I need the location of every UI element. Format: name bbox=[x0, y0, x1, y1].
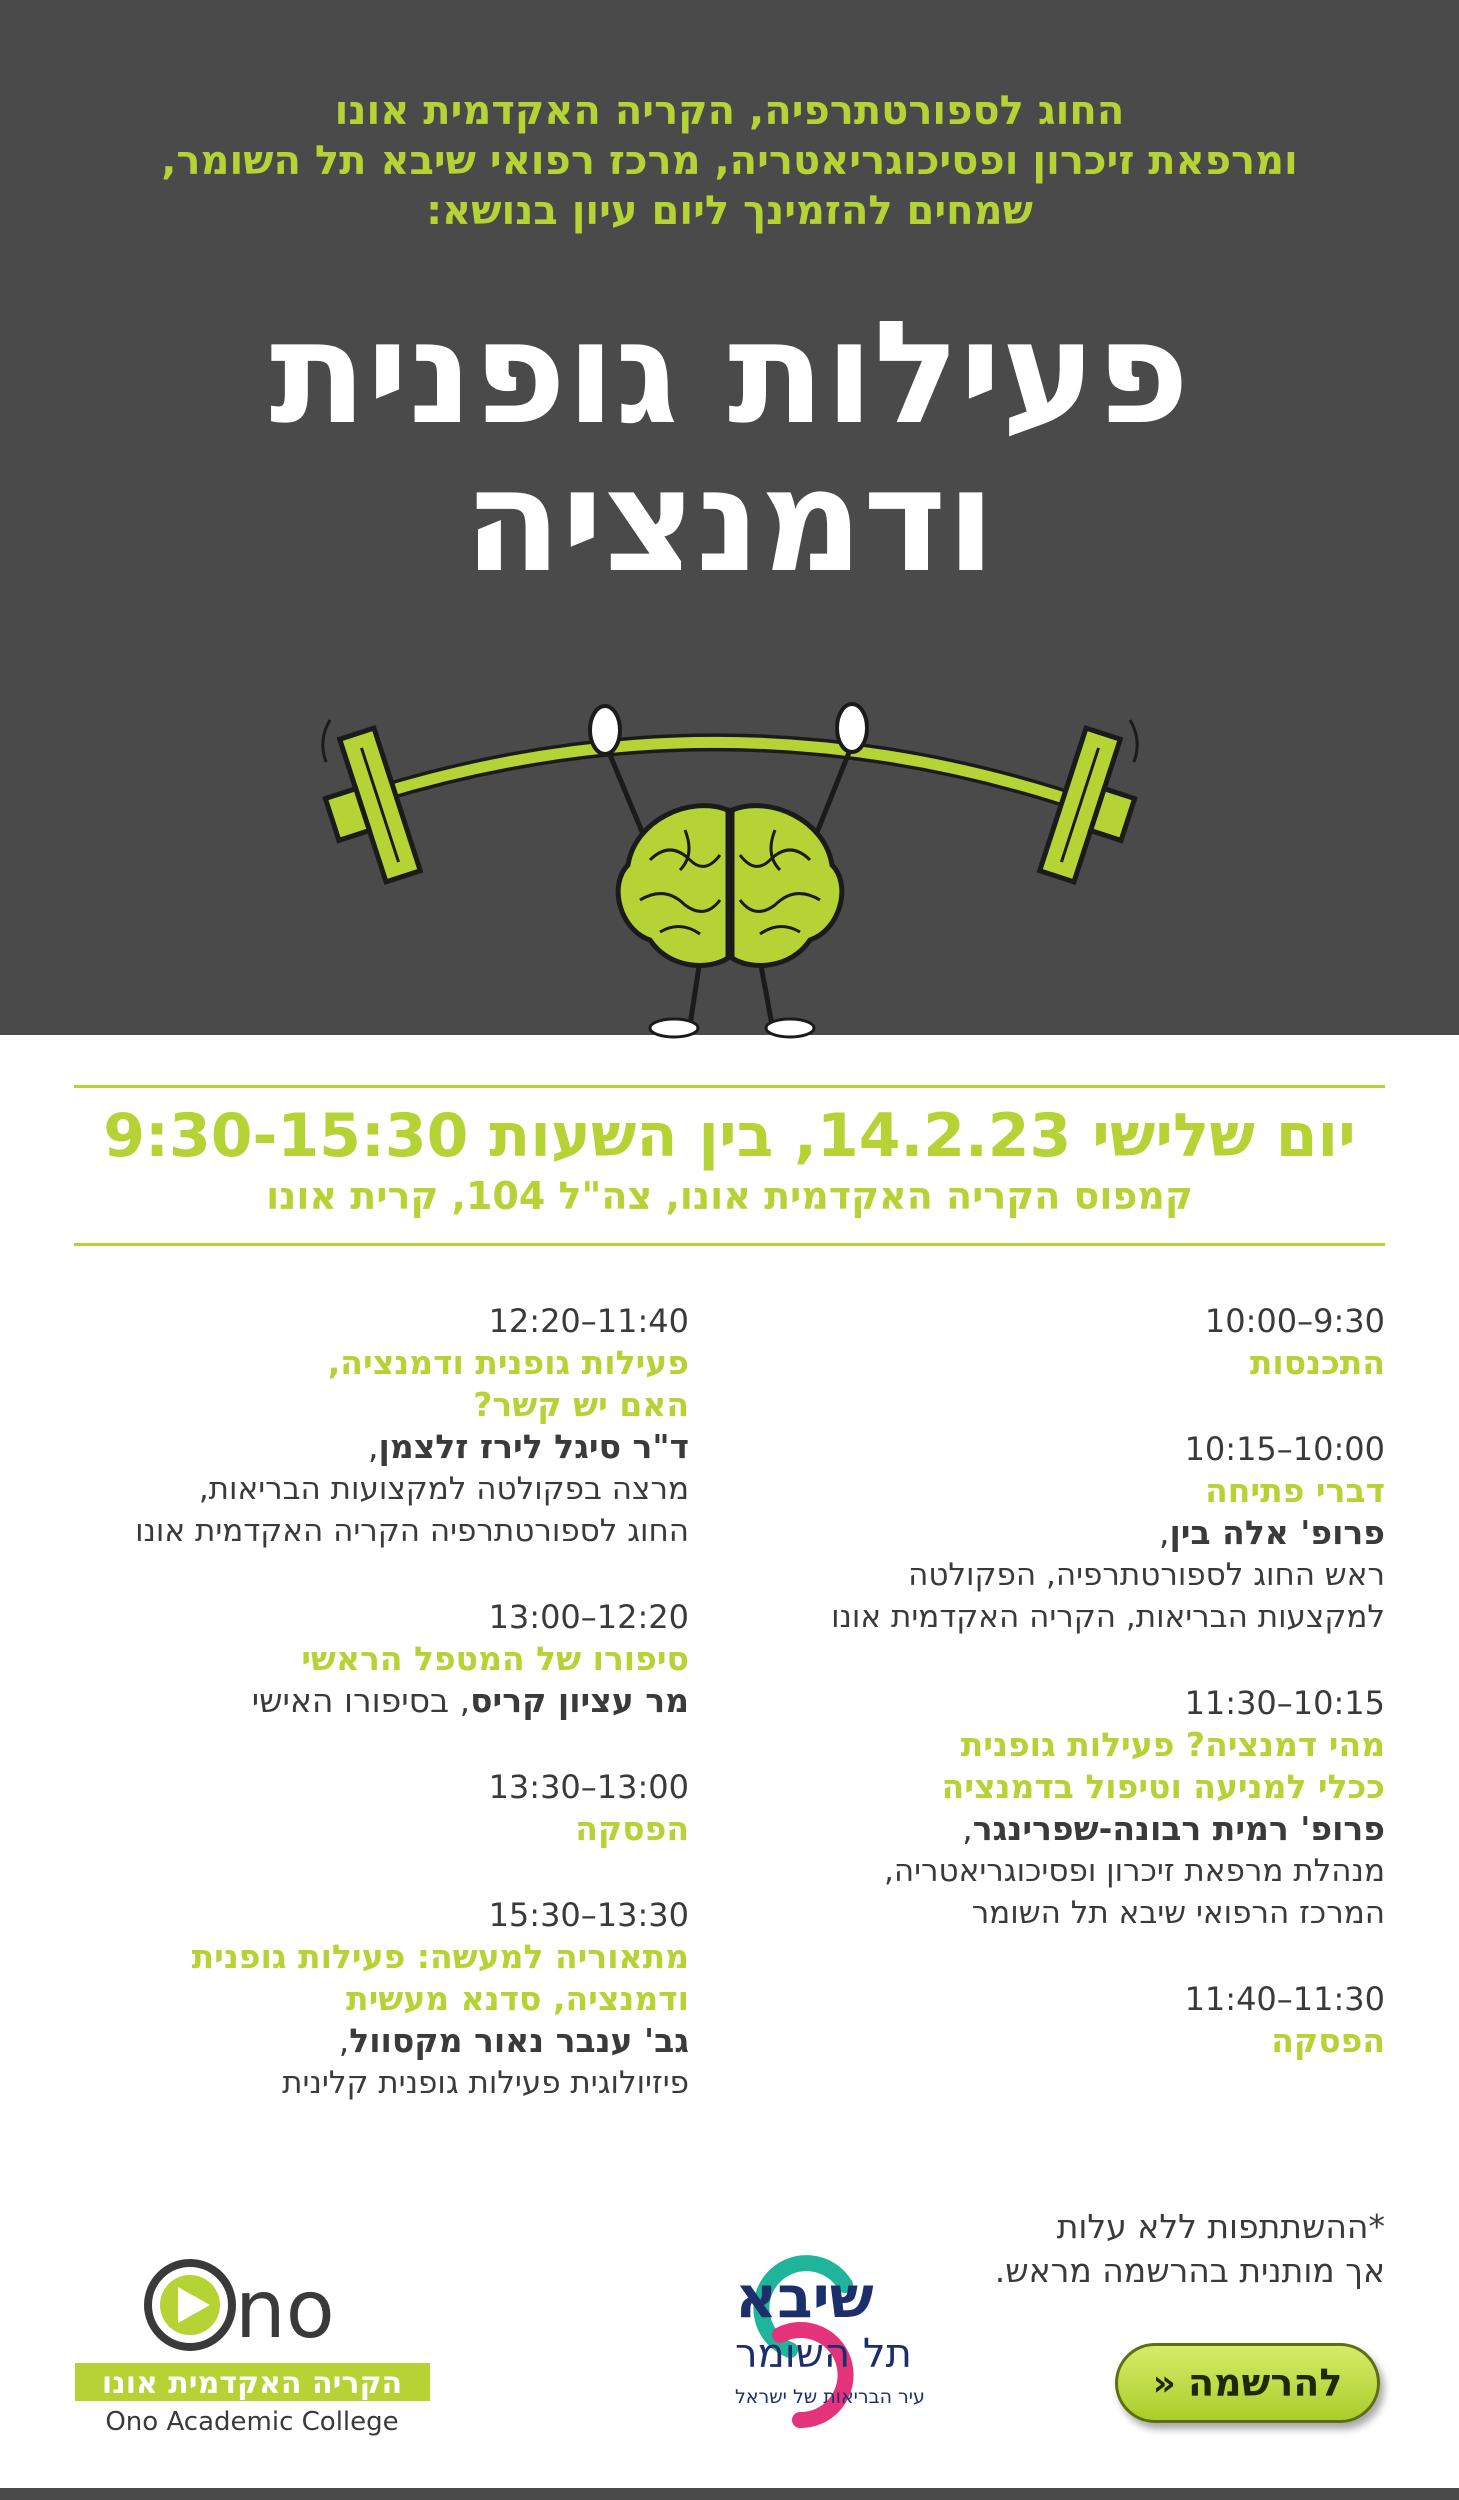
speaker-name: גב' ענבר נאור מקסוול bbox=[349, 2021, 689, 2060]
slot-title: ככלי למניעה וטיפול בדמנציה bbox=[941, 1767, 1385, 1806]
schedule-slot bbox=[49, 1596, 689, 1722]
slot-time: 10:15–11:30 bbox=[1184, 1684, 1385, 1722]
slot-title: פעילות גופנית ודמנציה, bbox=[327, 1343, 689, 1382]
slot-time: 13:30–15:30 bbox=[488, 1896, 689, 1934]
note-line-1: *ההשתתפות ללא עלות bbox=[1056, 2207, 1385, 2246]
slot-desc: פיזיולוגית פעילות גופנית קלינית bbox=[282, 2065, 689, 2101]
schedule-slot bbox=[745, 1978, 1385, 2062]
slot-time: 13:00–13:30 bbox=[488, 1768, 689, 1806]
schedule-slot bbox=[49, 1894, 689, 2104]
slot-time: 12:20–13:00 bbox=[488, 1598, 689, 1636]
ono-hebrew-name: הקריה האקדמית אונו bbox=[101, 2366, 403, 2401]
participation-note bbox=[965, 2205, 1385, 2293]
schedule-slot bbox=[745, 1300, 1385, 1384]
intro-text bbox=[0, 86, 1459, 236]
slot-speaker: מר עציון קריס, בסיפורו האישי bbox=[251, 1681, 689, 1720]
sheba-sub: תל השומר bbox=[735, 2331, 912, 2377]
intro-line-2: ומרפאת זיכרון ופסיכוגריאטריה, מרכז רפואי שיבא תל השומר, bbox=[161, 138, 1298, 184]
note-line-2: אך מותנית בהרשמה מראש. bbox=[994, 2251, 1385, 2290]
title-line-1: פעילות גופנית bbox=[269, 291, 1190, 456]
speaker-name: פרופ' אלה בין bbox=[1169, 1513, 1385, 1552]
divider-top bbox=[74, 1085, 1385, 1088]
schedule-slot bbox=[745, 1428, 1385, 1638]
slot-title: מתאוריה למעשה: פעילות גופנית bbox=[191, 1937, 689, 1976]
slot-title: התכנסות bbox=[1249, 1343, 1385, 1382]
ono-english-name: Ono Academic College bbox=[105, 2407, 399, 2437]
intro-line-1: החוג לספורטתרפיה, הקריה האקדמית אונו bbox=[334, 88, 1125, 134]
sheba-logo bbox=[500, 2255, 925, 2430]
event-location: קמפוס הקריה האקדמית אונו, צה"ל 104, קרית אונו bbox=[266, 1174, 1193, 1218]
register-label: להרשמה bbox=[1187, 2361, 1343, 2405]
brain-lifting-barbell-illustration bbox=[290, 670, 1170, 1040]
slot-time: 11:40–12:20 bbox=[488, 1302, 689, 1340]
schedule-slot bbox=[49, 1300, 689, 1552]
sheba-name: שיבא bbox=[735, 2263, 874, 2331]
slot-desc: מנהלת מרפאת זיכרון ופסיכוגריאטריה, bbox=[884, 1853, 1385, 1889]
slot-desc: למקצעות הבריאות, הקריה האקדמית אונו bbox=[831, 1599, 1385, 1635]
slot-desc: המרכז הרפואי שיבא תל השומר bbox=[971, 1895, 1385, 1931]
speaker-suffix: בסיפורו האישי bbox=[251, 1681, 450, 1720]
brain-icon bbox=[618, 806, 842, 966]
register-button[interactable] bbox=[1115, 2343, 1380, 2423]
slot-speaker: פרופ' רמית רבונה-שפרינגר, bbox=[962, 1809, 1385, 1848]
slot-speaker: ד"ר סיגל לירז זלצמן, bbox=[368, 1427, 689, 1466]
double-chevron-icon: « bbox=[1152, 2362, 1176, 2404]
slot-title: הפסקה bbox=[575, 1809, 689, 1848]
sheba-tagline: עיר הבריאות של ישראל bbox=[735, 2386, 925, 2408]
slot-time: 11:30–11:40 bbox=[1184, 1980, 1385, 2018]
slot-title: מהי דמנציה? פעילות גופנית bbox=[960, 1725, 1385, 1764]
title-line-2: ודמנציה bbox=[463, 439, 996, 604]
slot-desc: החוג לספורטתרפיה הקריה האקדמית אונו bbox=[135, 1513, 689, 1549]
speaker-name: מר עציון קריס bbox=[470, 1681, 689, 1720]
speaker-name: ד"ר סיגל לירז זלצמן bbox=[378, 1427, 689, 1466]
intro-line-3: שמחים להזמינך ליום עיון בנושא: bbox=[426, 188, 1033, 234]
slot-title: סיפורו של המטפל הראשי bbox=[301, 1639, 689, 1678]
slot-title: האם יש קשר? bbox=[473, 1385, 689, 1424]
schedule-column-right bbox=[745, 1300, 1385, 2106]
slot-title: ודמנציה, סדנא מעשית bbox=[346, 1979, 689, 2018]
event-date-time: יום שלישי 14.2.23, בין השעות 9:30-15:30 bbox=[103, 1101, 1356, 1171]
slot-time: 9:30–10:00 bbox=[1204, 1302, 1385, 1340]
slot-title: דברי פתיחה bbox=[1205, 1471, 1385, 1510]
slot-time: 10:00–10:15 bbox=[1184, 1430, 1385, 1468]
event-title bbox=[0, 291, 1459, 604]
footer-bar bbox=[0, 2488, 1459, 2500]
divider-bottom bbox=[74, 1243, 1385, 1246]
slot-speaker: גב' ענבר נאור מקסוול, bbox=[338, 2021, 689, 2060]
schedule-slot bbox=[49, 1766, 689, 1850]
slot-desc: ראש החוג לספורטתרפיה, הפקולטה bbox=[908, 1557, 1385, 1593]
speaker-name: פרופ' רמית רבונה-שפרינגר bbox=[972, 1809, 1385, 1848]
schedule-slot bbox=[745, 1682, 1385, 1934]
schedule-column-left bbox=[49, 1300, 689, 2148]
slot-title: הפסקה bbox=[1271, 2021, 1385, 2060]
ono-play-icon bbox=[148, 2263, 232, 2347]
hero-section bbox=[0, 0, 1459, 1035]
ono-wordmark: no bbox=[235, 2263, 335, 2356]
ono-logo bbox=[70, 2255, 440, 2440]
slot-speaker: פרופ' אלה בין, bbox=[1158, 1513, 1385, 1552]
slot-desc: מרצה בפקולטה למקצועות הבריאות, bbox=[198, 1471, 689, 1507]
